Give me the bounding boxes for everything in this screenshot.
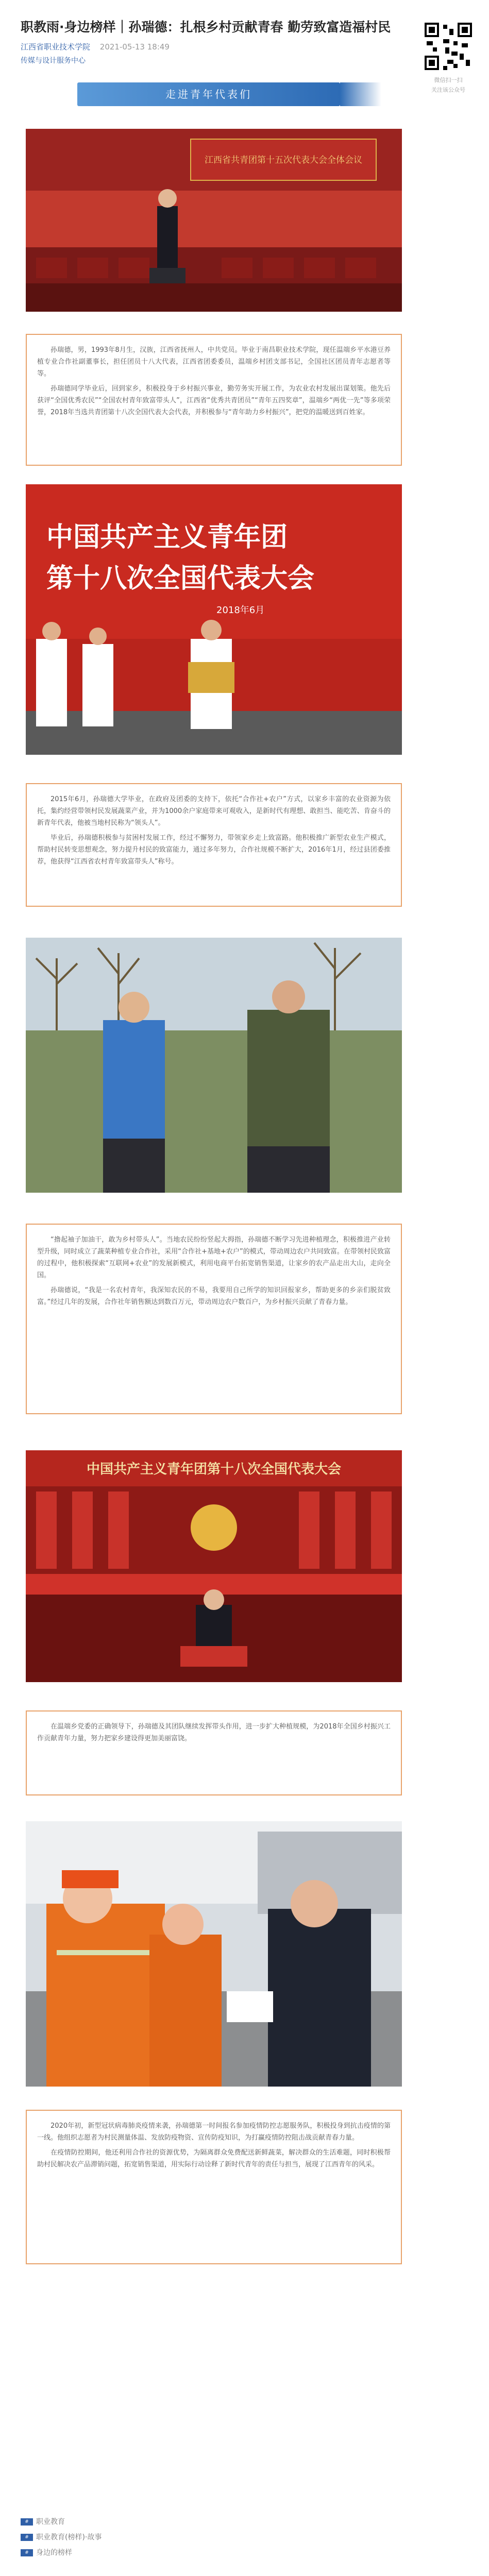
article-date: 2021-05-13 18:49: [99, 42, 170, 52]
article-author[interactable]: 江西省职业技术学院: [21, 42, 91, 52]
photo-congress-hall[interactable]: [26, 1450, 402, 1682]
text-box-pandemic: [26, 2110, 402, 2264]
field-visit-image: [26, 938, 402, 1193]
photo-conference-stage[interactable]: [26, 129, 402, 312]
stage-screen-title: 江西省共青团第十五次代表大会全体会议: [205, 155, 362, 165]
tag-label: 身边的榜样: [36, 2549, 72, 2557]
text-box-future: [26, 1710, 402, 1795]
recommend-divider: [21, 2571, 412, 2576]
tag-item[interactable]: [21, 2514, 102, 2530]
pandemic-paragraph-1: 2020年初，新型冠状病毒肺炎疫情来袭，孙瑞德第一时间报名参加疫情防控志愿服务队，积极投身到抗击疫情的第一线。他组织志愿者为村民测量体温、发放防疫物资、宣传防疫知识，为打赢疫情防控阻击战贡献青春力量。: [37, 2122, 391, 2142]
tag-item[interactable]: [21, 2530, 102, 2545]
photo-volunteers[interactable]: [26, 1821, 402, 2087]
tag-icon: #: [21, 2518, 33, 2526]
start-paragraph-2: 毕业后，孙瑞德积极参与贫困村发展工作，经过不懈努力，带领家乡走上致富路。他积极推广新型农业生产模式，帮助村民转变思想观念，努力提升村民的致富能力，通过多年努力，合作社规模不断扩大，2016年1月，经过县团委推荐，他获得“江西省农村青年致富带头人”称号。: [37, 834, 391, 866]
development-paragraph-1: “撸起袖子加油干，敢为乡村带头人”。当地农民纷纷竖起大拇指，孙瑞德不断学习先进种植理念，积极推进产业转型升级，同时成立了蔬菜种植专业合作社，采用“合作社+基地+农户”的模式，带动周边农户共同致富。在带领村民致富的过程中，他积极探索“互联网+农业”的发展新模式，利用电商平台拓宽销售渠道，让家乡的农产品走出大山，走向全国。: [37, 1236, 391, 1279]
intro-paragraph-1: 孙瑞德，男，1993年8月生，汉族，江西省抚州人，中共党员。毕业于南昌职业技术学院，现任温端乡平水港豆养植专业合作社副董事长，担任团员十八大代表，江西省团委委员，温端乡村团支部书记，全国社区团员青年志愿者等等。: [37, 346, 391, 378]
section-banner-label: 走进青年代表们: [165, 88, 252, 100]
intro-paragraph-2: 孙瑞德同学毕业后，回到家乡，积极投身于乡村振兴事业，勤劳务实开展工作，为农业农村发展出谋划策。他先后获评“全国优秀农民”“全国农村青年致富带头人”，江西省“优秀共青团员”“青年五四奖章”，温端乡“两优一先”等多项荣誉，2018年当选共青团第十八次全国代表大会代表，并积极参与“青年助力乡村振兴”，把党的温暖送到百姓家。: [37, 385, 391, 416]
qr-code-icon: [423, 21, 474, 72]
start-paragraph-1: 2015年6月，孙瑞德大学毕业，在政府及团委的支持下，依托“合作社+农户”方式，以家乡丰富的农业资源为依托，集约经营带领村民发展蔬菜产业，并为1000余户家庭带来可观收入，是新时代有理想、敢担当、能吃苦、肯奋斗的新青年代表，他被当地村民称为“领头人”。: [37, 795, 391, 827]
congress-line-2: 第十八次全国代表大会: [46, 563, 315, 594]
photo-youth-congress[interactable]: [26, 484, 402, 755]
tag-icon: #: [21, 2549, 33, 2556]
account-name[interactable]: 传媒与设计服务中心: [21, 57, 86, 65]
section-banner-tail: [340, 82, 381, 106]
tag-icon: #: [21, 2534, 33, 2541]
conference-stage-image: [26, 129, 402, 312]
pandemic-paragraph-2: 在疫情防控期间，他还利用合作社的资源优势，为隔离群众免费配送新鲜蔬菜，解决群众的生活难题，同时积极帮助村民解决农产品滞销问题，拓宽销售渠道，用实际行动诠释了新时代青年的责任与担当，展现了江西青年的风采。: [37, 2149, 391, 2168]
qr-caption-2: 关注该公众号: [431, 87, 465, 93]
photo-field-visit[interactable]: [26, 938, 402, 1193]
youth-congress-image: [26, 484, 402, 755]
text-box-development: [26, 1224, 402, 1414]
article-tags: [21, 2514, 102, 2561]
follow-qr[interactable]: [423, 21, 474, 94]
article-meta: [21, 41, 412, 52]
text-box-start: [26, 783, 402, 907]
tag-label: 职业教育(榜样)·故事: [36, 2533, 102, 2541]
hall-banner-text: 中国共产主义青年团第十八次全国代表大会: [86, 1462, 342, 1477]
section-banner: [77, 82, 340, 106]
volunteers-image: [26, 1821, 402, 2087]
text-box-intro: [26, 334, 402, 466]
congress-hall-image: [26, 1450, 402, 1682]
congress-line-3: 2018年6月: [216, 605, 265, 616]
article-header: [21, 19, 412, 65]
qr-caption-1: 微信扫一扫: [434, 77, 463, 83]
tag-label: 职业教育: [36, 2518, 65, 2526]
future-paragraph-1: 在温端乡党委的正确领导下，孙瑞德及其团队继续发挥带头作用，进一步扩大种植规模，为2018年全国乡村振兴工作贡献青年力量，努力把家乡建设得更加美丽富饶。: [37, 1723, 391, 1742]
congress-line-1: 中国共产主义青年团: [46, 522, 288, 553]
article-title: 职教雨·身边榜样｜孙瑞德：扎根乡村贡献青春 勤劳致富造福村民: [21, 20, 391, 35]
tag-item[interactable]: [21, 2545, 102, 2561]
development-paragraph-2: 孙瑞德说，“我是一名农村青年，我深知农民的不易，我要用自己所学的知识回报家乡，帮助更多的乡亲们脱贫致富。”经过几年的发展，合作社年销售额达到数百万元，带动周边农户数百户，为乡村振兴贡献了青春力量。: [37, 1286, 391, 1306]
